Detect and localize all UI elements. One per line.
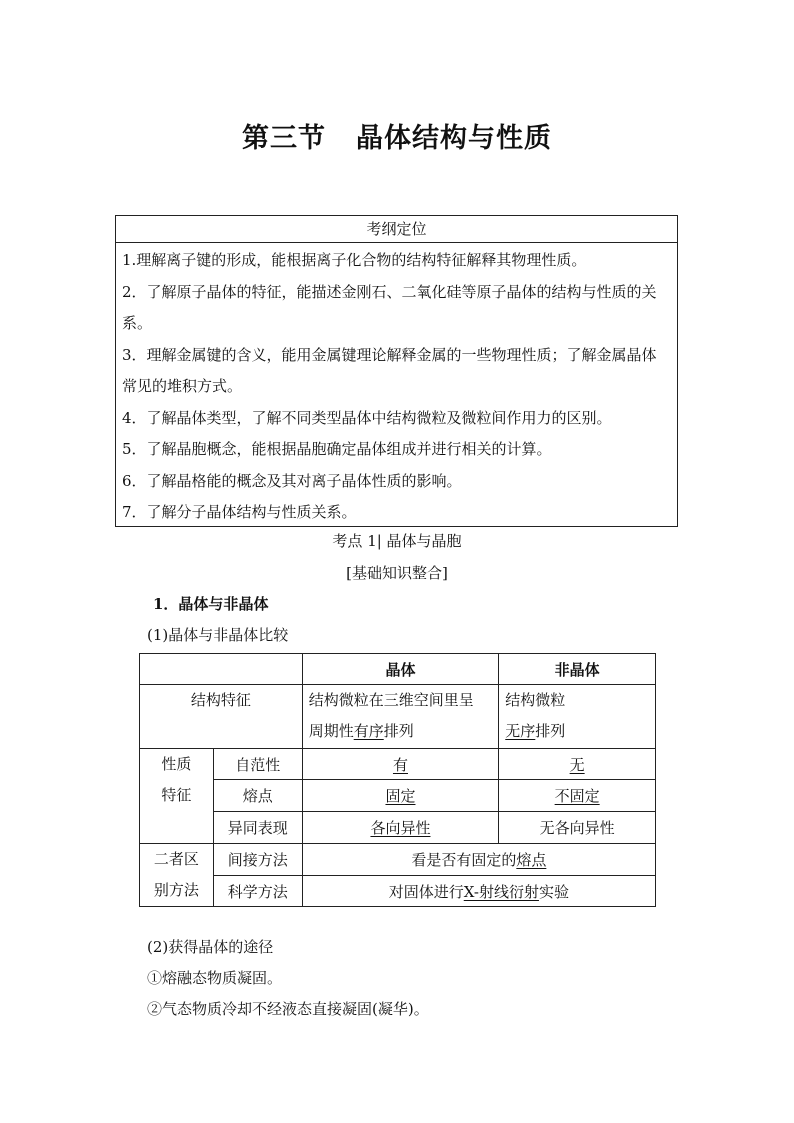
melting-point-amorphous: 不固定 [499, 780, 656, 812]
indirect-method-cell: 看是否有固定的熔点 [302, 844, 655, 876]
syllabus-item: 6．了解晶格能的概念及其对离子晶体性质的影响。 [122, 471, 462, 490]
syllabus-item: 5．了解晶胞概念，能根据晶胞确定晶体组成并进行相关的计算。 [122, 440, 552, 458]
method-item: ①熔融态物质凝固。 [147, 969, 283, 987]
section-title: 考点 1| 晶体与晶胞 [332, 532, 462, 550]
col-header-amorphous: 非晶体 [499, 654, 656, 685]
table-corner-cell [140, 654, 303, 685]
row-label-anisotropy: 异同表现 [213, 812, 302, 844]
structure-amorphous-cell: 结构微粒 无序排列 [499, 685, 656, 749]
syllabus-item: 3．理解金属键的含义，能用金属键理论解释金属的一些物理性质；了解金属晶体常见的堆积方式。 [122, 345, 657, 395]
page-title [0, 116, 794, 155]
heading-comparison: (1)晶体与非晶体比较 [147, 626, 289, 644]
heading-crystal-amorphous: 1．晶体与非晶体 [153, 595, 269, 613]
method-item: ②气态物质冷却不经液态直接凝固(凝华)。 [147, 1000, 429, 1018]
anisotropy-crystal: 各向异性 [302, 812, 499, 844]
row-label-distinguish: 二者区 别方法 [140, 844, 214, 907]
self-shaping-amorphous: 无 [499, 749, 656, 780]
row-label-indirect-method: 间接方法 [213, 844, 302, 876]
col-header-crystal: 晶体 [302, 654, 499, 685]
syllabus-list [116, 243, 677, 529]
syllabus-heading: 考纲定位 [116, 216, 677, 243]
anisotropy-amorphous: 无各向异性 [499, 812, 656, 844]
row-label-properties: 性质 特征 [140, 749, 214, 844]
row-label-melting-point: 熔点 [213, 780, 302, 812]
row-label-structure: 结构特征 [140, 685, 303, 749]
comparison-table [139, 653, 656, 907]
structure-crystal-cell: 结构微粒在三维空间里呈 周期性有序排列 [302, 685, 499, 749]
title-section-number: 第三节 [242, 123, 326, 154]
heading-obtain-crystal: (2)获得晶体的途径 [147, 938, 274, 956]
melting-point-crystal: 固定 [302, 780, 499, 812]
self-shaping-crystal: 有 [302, 749, 499, 780]
syllabus-item: 1.理解离子键的形成，能根据离子化合物的结构特征解释其物理性质。 [122, 251, 587, 269]
scientific-method-cell: 对固体进行X-射线衍射实验 [302, 876, 655, 907]
section-subtitle: [基础知识整合] [346, 564, 448, 582]
syllabus-item: 2．了解原子晶体的特征，能描述金刚石、二氧化硅等原子晶体的结构与性质的关系。 [122, 282, 657, 332]
syllabus-item: 4．了解晶体类型，了解不同类型晶体中结构微粒及微粒间作用力的区别。 [122, 408, 612, 427]
row-label-scientific-method: 科学方法 [213, 876, 302, 907]
row-label-self-shaping: 自范性 [213, 749, 302, 780]
syllabus-item: 7．了解分子晶体结构与性质关系。 [122, 503, 357, 521]
syllabus-box [115, 215, 678, 527]
title-topic: 晶体结构与性质 [356, 123, 552, 154]
